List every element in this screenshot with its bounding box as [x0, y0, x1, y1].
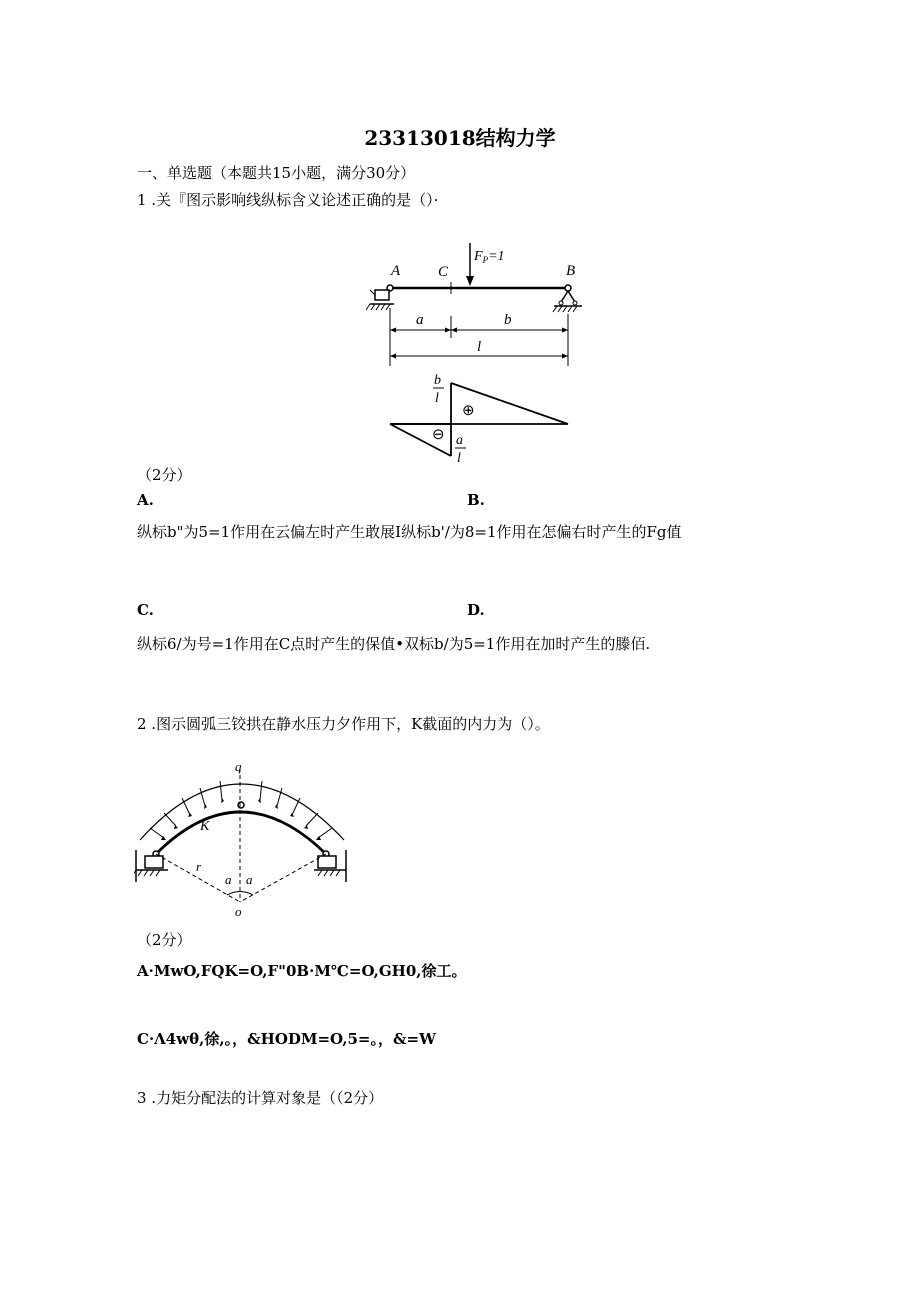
arrow-head-icon — [466, 276, 474, 286]
section-k-label: K — [200, 819, 210, 834]
crown-hinge-icon — [238, 802, 244, 808]
angle-alpha-right: a — [246, 872, 253, 887]
load-q-label: q — [235, 759, 242, 774]
dimension-b: b — [504, 312, 512, 328]
center-o-label: o — [235, 904, 242, 919]
positive-sign-icon: ⊕ — [462, 403, 475, 419]
section-heading: 一、单选题（本题共15小题，满分30分） — [137, 164, 416, 182]
options-ab-text: 纵标b"为5=1作用在云偏左时产生敢展I纵标b'/为8=1作用在怎偏右时产生的Fg值 — [137, 523, 682, 541]
right-support-icon — [314, 850, 346, 882]
ordinate-bottom-denominator: l — [457, 451, 461, 466]
option-b-label: B. — [467, 491, 485, 509]
negative-sign-icon: ⊖ — [432, 427, 445, 443]
left-support-icon — [134, 850, 168, 882]
ordinate-bottom-numerator: a — [456, 433, 463, 448]
option-a-label: A. — [137, 491, 154, 509]
load-arrows — [150, 781, 332, 838]
document-title: 23313018结构力学 — [364, 126, 556, 150]
options-cd-text: 纵标6/为号=1作用在C点时产生的保值•双标b/为5=1作用在加时产生的滕佰. — [137, 635, 651, 653]
label-a: A — [391, 263, 401, 279]
question-2-options-cd: C·Λ4wθ,徐,。，&HODM=O,5=。，&=W — [137, 1030, 436, 1048]
label-b: B — [566, 263, 576, 279]
option-c-label: C. — [137, 601, 154, 619]
arch-rib — [156, 812, 326, 854]
option-d-label: D. — [467, 601, 485, 619]
arch-figure — [134, 758, 354, 920]
label-c: C — [438, 264, 449, 280]
question-3-stem: 3 .力矩分配法的计算对象是（（2分） — [137, 1089, 384, 1107]
radius-r-label: r — [196, 859, 202, 874]
dimension-a: a — [416, 312, 424, 328]
question-2-options-ab: A·MwO,FQK=O,F"0B·M℃=O,GH0,徐工。 — [137, 962, 467, 980]
ordinate-top-numerator: b — [434, 373, 441, 388]
ordinate-top-denominator: l — [435, 391, 439, 406]
question-2-stem: 2 .图示圆弧三铰拱在静水压力夕作用下，K截面的内力为（）。 — [137, 715, 550, 733]
support-a-icon — [366, 285, 394, 310]
beam-influence-line-figure — [360, 238, 585, 468]
radius-lines — [156, 768, 326, 902]
angle-alpha-left: a — [225, 872, 232, 887]
question-1-stem: 1 .关『图示影响线纵标含义论述正确的是（）· — [137, 191, 439, 209]
dimension-l: l — [477, 339, 482, 355]
unit-load-label: $F_P=1$ — [474, 249, 505, 265]
question-2-points: （2分） — [137, 931, 192, 949]
question-1-points: （2分） — [137, 466, 192, 484]
